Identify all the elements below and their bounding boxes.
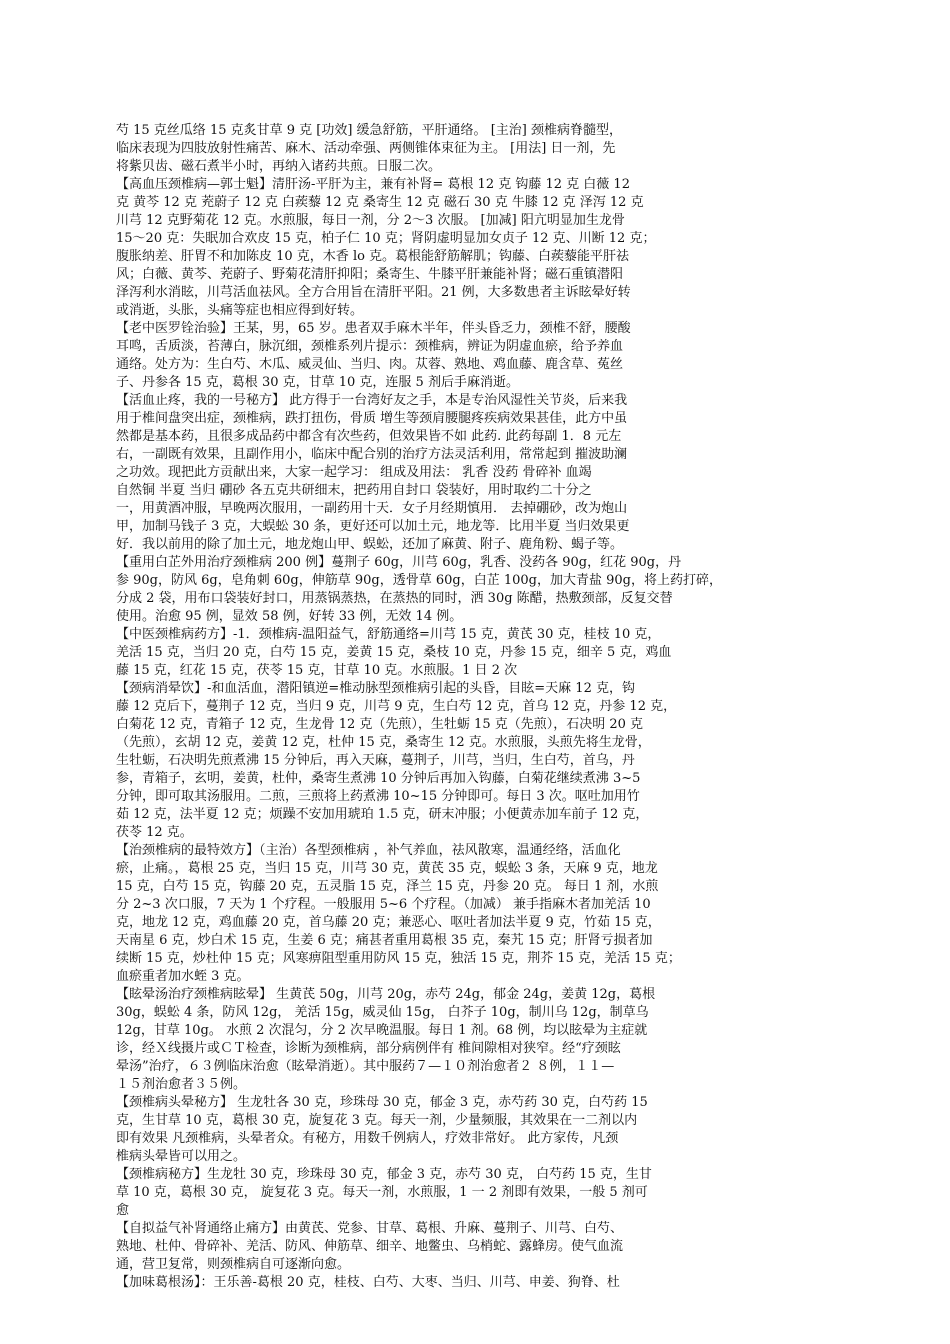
text-line: 分 2~3 次口服，7 天为 1 个疗程。一般服用 5~6 个疗程。（加减） 兼手指麻木者加羌活 10: [116, 897, 651, 912]
text-line: 芍 15 克丝瓜络 15 克炙甘草 9 克 [功效] 缓急舒筋，平肝通络。 [主治] 颈椎病脊髓型，: [116, 123, 622, 138]
text-line: 茹 12 克，法半夏 12 克；烦躁不安加用琥珀 1.5 克，研末冲服；小便黄赤加车前子 12 克，: [116, 807, 649, 822]
section-heading-line: 【自拟益气补肾通络止痛方】由黄芪、党参、甘草、葛根、升麻、蔓荆子、川芎、白芍、: [116, 1221, 624, 1236]
text-line: 自然铜 半夏 当归 硼砂 各五克共研细末，把药用自封口 袋装好，用时取约二十分之: [116, 483, 592, 498]
text-line: １５剂治愈者３５例。: [116, 1077, 247, 1092]
text-line: 耳鸣，舌质淡，苔薄白，脉沉细，颈椎系列片提示：颈椎病，辨证为阴虚血瘀，给予养血: [116, 339, 624, 354]
text-line: 甲，加制马钱子 3 克，大蜈蚣 30 条，更好还可以加土元，地龙等．比用半夏 当归效果更: [116, 519, 630, 534]
text-line: 或消逝，头胀，头痛等症也相应得到好转。: [116, 303, 364, 318]
text-line: 好．我以前用的除了加土元，地龙炮山甲、蜈蚣，还加了麻黄、附子、鹿角粉、蝎子等。: [116, 537, 624, 552]
text-line: 风；白薇、黄芩、茺蔚子、野菊花清肝抑阳；桑寄生、牛膝平肝兼能补肾；磁石重镇潜阳: [116, 267, 624, 282]
text-line: 用于椎间盘突出症，颈椎病，跌打扭伤，骨质 增生等颈肩腰腿疼疾病效果甚佳，此方中虽: [116, 411, 628, 426]
text-line: 之功效。现把此方贡献出来，大家一起学习： 组成及用法： 乳香 没药 骨碎补 血竭: [116, 465, 592, 480]
text-line: 通络。处方为：生白芍、木瓜、威灵仙、当归、肉。苁蓉、熟地、鸡血藤、鹿含草、菟丝: [116, 357, 624, 372]
text-line: 克，地龙 12 克，鸡血藤 20 克，首乌藤 20 克；兼恶心、呕吐者加法半夏 9 克，竹茹 15 克，: [116, 915, 661, 930]
text-line: 川芎 12 克野菊花 12 克。水煎服，每日一剂，分 2～3 次服。 [加减] 阳亢明显加生龙骨: [116, 213, 625, 228]
text-line: 生牡蛎，石决明先煎煮沸 15 分钟后，再入天麻，蔓荆子，川芎，当归，生白芍，首乌，丹: [116, 753, 635, 768]
text-line: 使用。治愈 95 例，显效 58 例，好转 33 例，无效 14 例。: [116, 609, 463, 624]
text-line: 藤 12 克后下，蔓荆子 12 克，当归 9 克，川芎 9 克，生白芍 12 克，首乌 12 克，丹参 12 克，: [116, 699, 677, 714]
text-line: 泽泻利水消眩，川芎活血祛风。全方合用旨在清肝平阳。21 例，大多数患者主诉眩晕好转: [116, 285, 631, 300]
text-line: 椎病头晕皆可以用之。: [116, 1149, 247, 1164]
text-line: 天南星 6 克，炒白术 15 克，生姜 6 克；痛甚者重用葛根 35 克，秦艽 15 克；肝肾亏损者加: [116, 933, 653, 948]
text-line: 通，营卫复常，则颈椎病自可逐渐向愈。: [116, 1257, 351, 1272]
text-line: 子、丹参各 15 克，葛根 30 克，甘草 10 克，连服 5 剂后手麻消逝。: [116, 375, 519, 390]
text-line: 30g，蜈蚣 4 条，防风 12g， 羌活 15g，威灵仙 15g， 白芥子 10g，制川乌 12g，制草乌: [116, 1005, 649, 1020]
text-line: 藤 15 克，红花 15 克，茯苓 15 克，甘草 10 克。水煎服。1 日 2 次: [116, 663, 518, 678]
text-line: 克，生甘草 10 克，葛根 30 克，旋复花 3 克。每天一剂，少量频服，其效果在一二剂以内: [116, 1113, 638, 1128]
text-line: 熟地、杜仲、骨碎补、羌活、防风、伸筋草、细辛、地鳖虫、乌梢蛇、露蜂房。使气血流: [116, 1239, 624, 1254]
text-line: 临床表现为四肢放射性痛苦、麻木、活动牵强、两侧锥体束征为主。 [用法] 日一剂，先: [116, 141, 616, 156]
text-line: 草 10 克，葛根 30 克， 旋复花 3 克。每天一剂，水煎服，1 一 2 剂即有效果，一般 5 剂可: [116, 1185, 648, 1200]
text-line: 羌活 15 克，当归 20 克，白芍 15 克，姜黄 15 克，桑枝 10 克，丹参 15 克，细辛 5 克，鸡血: [116, 645, 672, 660]
text-line: 参 90g，防风 6g，皂角刺 60g，伸筋草 90g，透骨草 60g，白芷 100g，加大青盐 90g，将上药打碎，: [116, 573, 722, 588]
text-line: 将紫贝齿、磁石煮半小时，再纳入诸药共煎。日服二次。: [116, 159, 442, 174]
document-body: [116, 122, 816, 1292]
section-heading-line: 【颈病消晕饮】-和血活血，潜阳镇逆=椎动脉型颈椎病引起的头昏，目眩=天麻 12 克，钩: [116, 681, 635, 696]
section-heading-line: 【老中医罗铨治验】王某，男，65 岁。患者双手麻木半年，伴头昏乏力，颈椎不舒，腰酸: [116, 321, 631, 336]
text-line: 分钟，即可取其汤服用。二煎，三煎将上药煮沸 10~15 分钟即可。每日 3 次。呕吐加用竹: [116, 789, 640, 804]
text-line: 愈: [116, 1203, 130, 1218]
text-line: 腹胀纳差、肝胃不和加陈皮 10 克，木香 lo 克。葛根能舒筋解肌；钩藤、白蒺藜能平肝祛: [116, 249, 630, 264]
section-heading-line: 【中医颈椎病药方】-1．颈椎病-温阳益气，舒筋通络=川芎 15 克，黄芪 30 克，桂枝 10 克，: [116, 627, 661, 642]
section-heading-line: 【加味葛根汤】：王乐善-葛根 20 克，桂枝、白芍、大枣、当归、川芎、申姜、狗脊、杜: [116, 1275, 620, 1290]
text-line: 然都是基本药，且很多成品药中都含有次些药，但效果皆不如 此药. 此药每副 1．8 元左: [116, 429, 622, 444]
text-line: 晕汤”治疗，６３例临床治愈（眩晕消逝）。其中服药７—１０剂治愈者２ ８例，１１—: [116, 1059, 615, 1074]
text-line: 茯苓 12 克。: [116, 825, 193, 840]
section-heading-line: 【重用白芷外用治疗颈椎病 200 例】蔓荆子 60g，川芎 60g，乳香、没药各 90g，红花 90g，丹: [116, 555, 682, 570]
text-line: （先煎），玄胡 12 克，姜黄 12 克，杜仲 15 克，桑寄生 12 克。水煎服，头煎先将生龙骨，: [116, 735, 651, 750]
text-line: 血瘀重者加水蛭 3 克。: [116, 969, 250, 984]
text-line: 右，一副既有效果，且副作用小，临床中配合别的治疗方法灵活利用，常常起到 摧波助澜: [116, 447, 628, 462]
text-line: 克 黄芩 12 克 茺蔚子 12 克 白蒺藜 12 克 桑寄生 12 克 磁石 30 克 牛膝 12 克 泽泻 12 克: [116, 195, 644, 210]
text-line: 白菊花 12 克，青箱子 12 克，生龙骨 12 克（先煎），生牡蛎 15 克（先煎），石决明 20 克: [116, 717, 644, 732]
text-line: 诊，经Ｘ线摄片或ＣＴ检查，诊断为颈椎病，部分病例伴有 椎间隙相对狭窄。经“疗颈眩: [116, 1041, 621, 1056]
text-line: 续断 15 克，炒杜仲 15 克；风寒痹阻型重用防风 15 克，独活 15 克，荆芥 15 克，羌活 15 克；: [116, 951, 681, 966]
text-line: 15 克，白芍 15 克，钩藤 20 克，五灵脂 15 克，泽兰 15 克，丹参 20 克。 每日 1 剂，水煎: [116, 879, 659, 894]
text-line: 瘀，止痛。，葛根 25 克，当归 15 克，川芎 30 克，黄芪 35 克，蜈蚣 3 条，天麻 9 克，地龙: [116, 861, 658, 876]
text-line: 分成 2 袋，用布口袋装好封口，用蒸锅蒸热，在蒸热的同时，洒 30g 陈醋，热敷颈部，反复交替: [116, 591, 673, 606]
section-heading-line: 【颈椎病头晕秘方】 生龙牡各 30 克，珍珠母 30 克，郁金 3 克，赤芍药 30 克，白芍药 15: [116, 1095, 648, 1110]
section-heading-line: 【活血止疼，我的一号秘方】 此方得于一台湾好友之手，本是专治风湿性关节炎，后来我: [116, 393, 628, 408]
text-line: 参，青箱子，玄明，姜黄，杜仲，桑寄生煮沸 10 分钟后再加入钩藤，白菊花继续煮沸 3~5: [116, 771, 641, 786]
text-line: 15～20 克：失眠加合欢皮 15 克，柏子仁 10 克；肾阴虚明显加女贞子 12 克、川断 12 克；: [116, 231, 656, 246]
section-heading-line: 【治颈椎病的最特效方】（主治）各型颈椎病 ，补气养血，祛风散寒，温通经络，活血化: [116, 843, 621, 858]
section-heading-line: 【眩晕汤治疗颈椎病眩晕】 生黄芪 50g，川芎 20g，赤芍 24g，郁金 24g，姜黄 12g，葛根: [116, 987, 656, 1002]
text-line: 即有效果 凡颈椎病，头晕者众。有秘方，用数千例病人，疗效非常好。 此方家传，凡颈: [116, 1131, 619, 1146]
text-line: 12g，甘草 10g。 水煎 2 次混匀，分 2 次早晚温服。每日 1 剂。68 例，均以眩晕为主症就: [116, 1023, 648, 1038]
text-line: 一，用黄酒冲服，早晚两次服用，一副药用十天．女子月经期慎用． 去掉硼砂，改为炮山: [116, 501, 628, 516]
section-heading-line: 【颈椎病秘方】生龙牡 30 克，珍珠母 30 克，郁金 3 克，赤芍 30 克， 白芍药 15 克，生甘: [116, 1167, 652, 1182]
section-heading-line: 【高血压颈椎病—郭士魁】清肝汤-平肝为主，兼有补肾= 葛根 12 克 钩藤 12 克 白薇 12: [116, 177, 630, 192]
